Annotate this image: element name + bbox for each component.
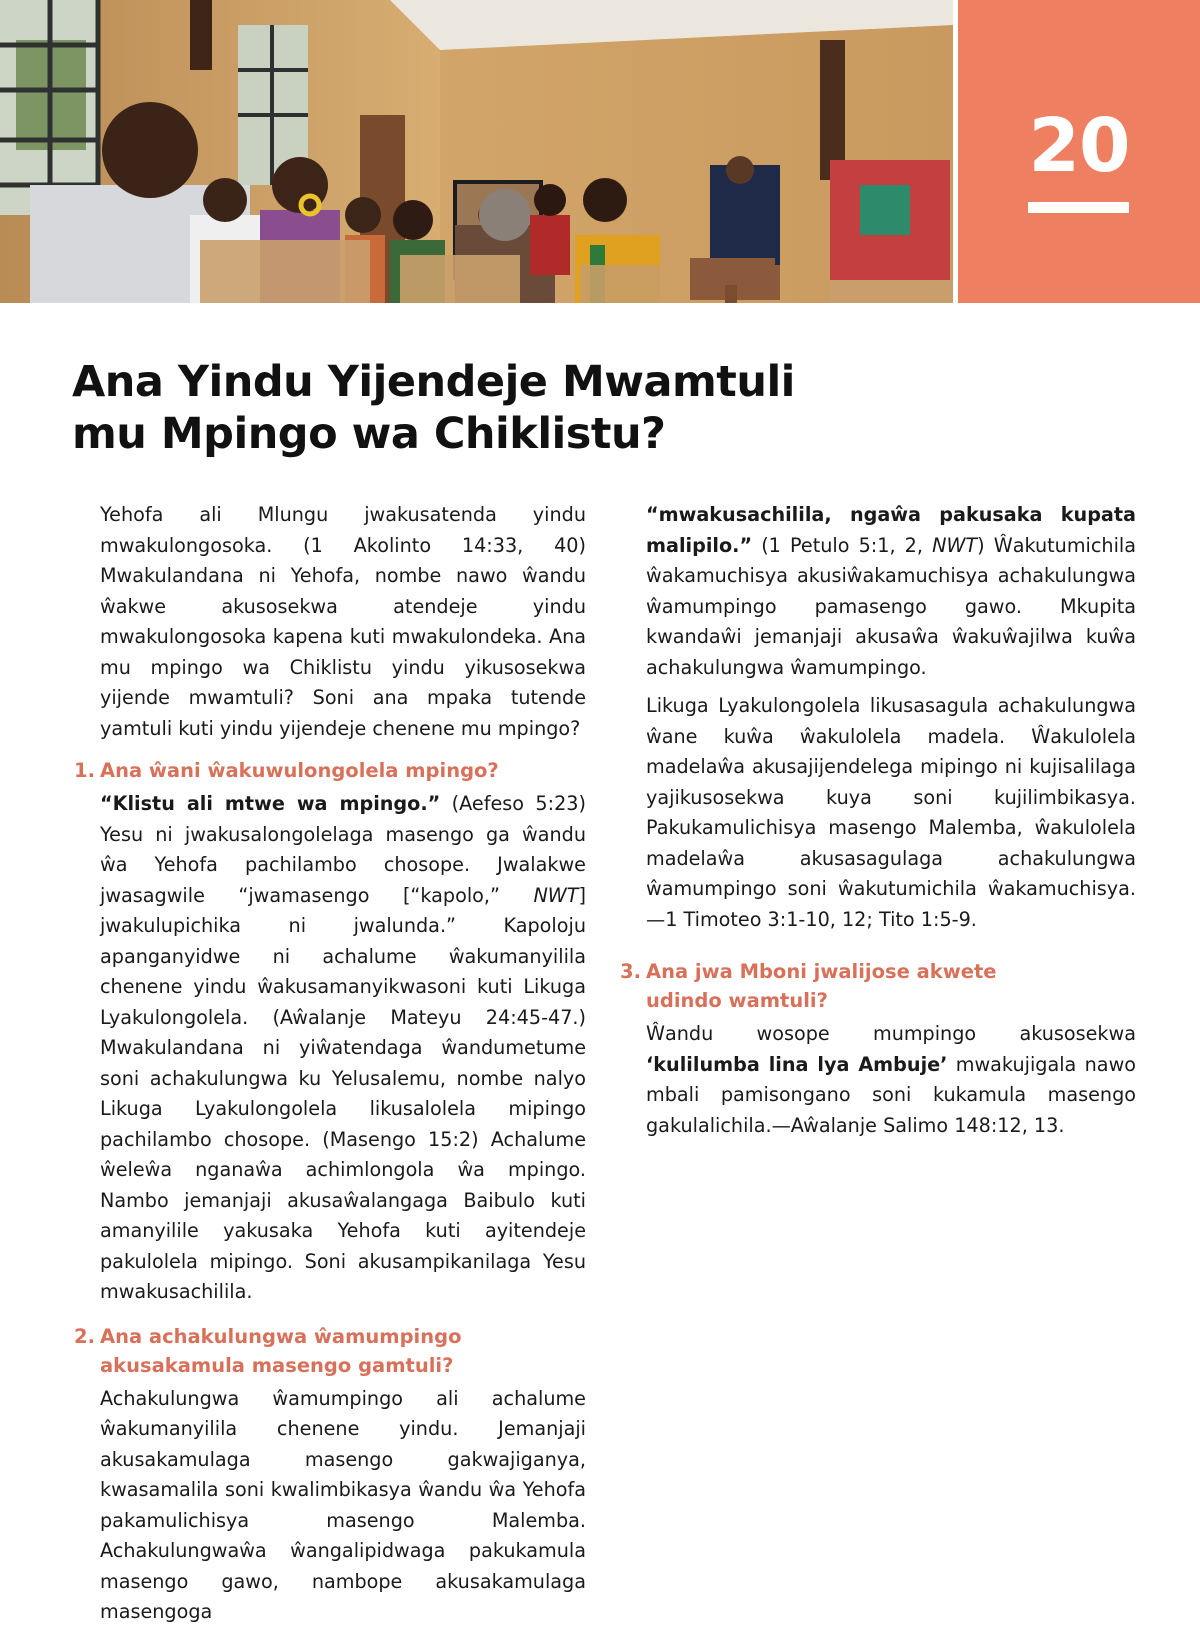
section-3-question <box>646 957 1136 1015</box>
section-2-quote: “mwakusachilila, ngaŵa pakusaka kupata malipilo.” <box>646 503 1136 557</box>
hero-photo <box>0 0 953 303</box>
section-1-number: 1. <box>74 759 95 782</box>
section-2-number: 2. <box>74 1324 95 1348</box>
section-1-paragraph <box>100 789 586 1308</box>
section-3-text-b: mwakujigala nawo mbali pamisongano soni kukamula masengo gakulalichila.—Aŵalanje Salimo 148:12, 13. <box>646 1052 1136 1137</box>
section-2-paragraph-2: Likuga Lyakulongolela likusasagula achakulungwa ŵane kuŵa ŵakulolela madela. Ŵakulolela madelaŵa akusajijendelega mipingo ni kujisalilaga yajikusosekwa kuya soni kujilimbikasya. Pakukamulichisya masengo Malemba, ŵakulolela madelaŵa akusasagulaga achakulungwa ŵamumpingo soni ŵakutumichila ŵakamuchisya. —1 Timoteo 3:1-10, 12; Tito 1:5-9. <box>646 694 1136 931</box>
section-3-paragraph <box>646 1019 1136 1141</box>
section-2-question-line-2: akusakamula masengo gamtuli? <box>100 1353 454 1377</box>
page-title <box>72 356 872 460</box>
lesson-number: 20 <box>1028 103 1130 189</box>
section-1-text-b: ] jwakulupichika ni jwalunda.” Kapoloju apanganyidwe ni achalume ŵakumanyilila chenene yindu ŵakusamanyikwasoni kuti Likuga Lyakulongolela. (Aŵalanje Mateyu 24:45-47.) Mwakulandana ni yiŵatendaga ŵandumetume soni achakulungwa ku Yelusalemu, nombe nalyo Likuga Lyakulongolela likusalolela mipingo pachilambo chosope. (Masengo 15:2) Achalume ŵeleŵa nganaŵa achimlongola ŵa mpingo. Nambo jemanjaji akusaŵalangaga Baibulo kuti amanyilile yakusaka Yehofa kuti ayitendeje pakulolela mipingo. Soni akusampikanilaga Yesu mwakusachilila. <box>100 883 586 1303</box>
section-3-number: 3. <box>620 960 641 983</box>
section-3-question-line-1: Ana jwa Mboni jwalijose akwete <box>646 960 997 983</box>
section-1-heading <box>74 756 586 785</box>
lesson-number-underline <box>1028 202 1129 213</box>
section-2-question-line-1: Ana achakulungwa ŵamumpingo <box>100 1324 462 1348</box>
section-3-quote: ‘kulilumba lina lya Ambuje’ <box>646 1052 948 1076</box>
nwt-reference: NWT <box>533 883 579 907</box>
section-2-question <box>100 1322 586 1380</box>
section-2-paragraph-1a <box>100 1384 586 1628</box>
intro-paragraph: Yehofa ali Mlungu jwakusatenda yindu mwakulongosoka. (1 Akolinto 14:33, 40) Mwakulandana ni Yehofa, nombe nawo ŵandu ŵakwe akusosekwa atendeje yindu mwakulongosoka kapena kuti mwakulondeka. Ana mu mpingo wa Chiklistu yindu yikusosekwa yijende mwamtuli? Soni ana mpaka tutende yamtuli kuti yindu yijendeje chenene mu mpingo? <box>100 503 586 740</box>
section-1-question: Ana ŵani ŵakuwulongolela mpingo? <box>100 759 499 782</box>
congregation-meeting-illustration <box>0 0 953 303</box>
section-2-text-c: ) Ŵakutumichila ŵakamuchisya akusiŵakamuchisya achakulungwa ŵamumpingo pamasengo gawo. Mkupita kwandaŵi jemanjaji akusaŵa ŵakuŵajilwa kuŵa achakulungwa ŵamumpingo. <box>646 533 1136 679</box>
nwt-reference-2: NWT <box>932 533 978 557</box>
section-2-paragraph-1b <box>646 500 1136 683</box>
section-3-question-line-2: udindo wamtuli? <box>646 989 828 1012</box>
title-line-1: Ana Yindu Yijendeje Mwamtuli <box>72 357 795 407</box>
section-2-heading <box>74 1322 586 1380</box>
title-line-2: mu Mpingo wa Chiklistu? <box>72 409 666 459</box>
section-2-text-b: (1 Petulo 5:1, 2, <box>752 533 933 557</box>
section-1-quote: “Klistu ali mtwe wa mpingo.” <box>100 792 441 815</box>
right-column <box>620 500 1136 1149</box>
section-3-heading <box>620 957 1136 1015</box>
section-1-text-a: (Aefeso 5:23) Yesu ni jwakusalongolelaga masengo ga ŵandu ŵa Yehofa pachilambo chosope. Jwalakwe jwasagwile “jwamasengo [“kapolo,” <box>100 792 586 907</box>
left-column <box>74 500 586 1636</box>
section-2-text-a: Achakulungwa ŵamumpingo ali achalume ŵakumanyilila chenene yindu. Jemanjaji akusakamulaga masengo gakwajiganya, kwasamalila soni kwalimbikasya ŵandu ŵa Yehofa pakamulichisya masengo Malemba. Achakulungwaŵa ŵangalipidwaga pakukamula masengo gawo, nambope akusakamulaga masengoga <box>100 1386 586 1623</box>
section-3-text-a: Ŵandu wosope mumpingo akusosekwa <box>646 1022 1136 1045</box>
